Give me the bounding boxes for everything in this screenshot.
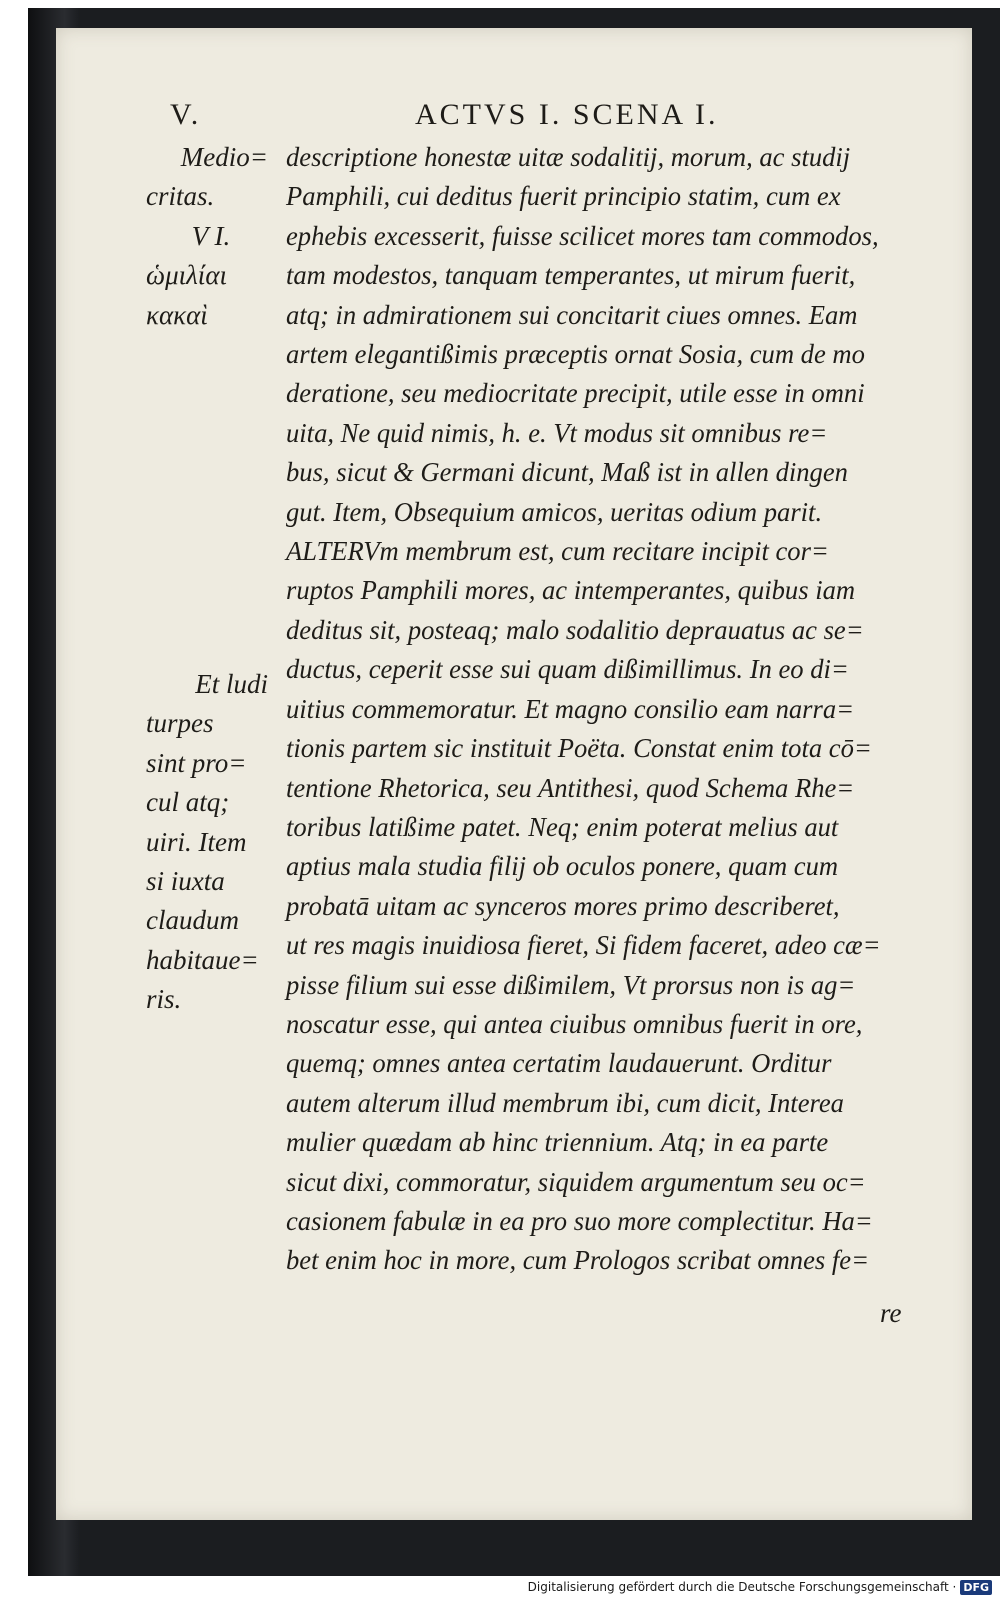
text-line: ALTERVm membrum est, cum recitare incipit cor= xyxy=(286,536,829,567)
text-line: toribus latißime patet. Neq; enim poterat melius aut xyxy=(286,811,839,842)
text-line: tam modestos, tanquam temperantes, ut mirum fuerit, xyxy=(286,260,856,291)
text-line: ut res magis inuidiosa fieret, Si fidem faceret, adeo cæ= xyxy=(286,930,881,961)
text-line: deditus sit, posteaq; malo sodalitio deprauatus ac se= xyxy=(286,614,864,645)
margin-line: Medio= xyxy=(180,142,268,172)
margin-line: sint pro= xyxy=(146,747,247,778)
text-line: bet enim hoc in more, cum Prologos scribat omnes fe= xyxy=(286,1245,870,1276)
text-line: artem elegantißimis præceptis ornat Sosia, cum de mo xyxy=(286,339,865,370)
margin-line: critas. xyxy=(146,181,215,212)
text-line: mulier quædam ab hinc triennium. Atq; in ea parte xyxy=(286,1127,829,1158)
margin-line: si iuxta xyxy=(146,866,225,897)
margin-line: V I. xyxy=(191,220,231,251)
body-text xyxy=(286,138,936,1281)
text-line: quemq; omnes antea certatim laudauerunt. Orditur xyxy=(286,1048,832,1079)
text-line: deratione, seu mediocritate precipit, utile esse in omni xyxy=(286,378,865,409)
margin-line: ris. xyxy=(146,984,182,1015)
text-line: casionem fabulæ in ea pro suo more complectitur. Ha= xyxy=(286,1205,873,1236)
text-line: bus, sicut & Germani dicunt, Maß ist in allen dingen xyxy=(286,457,848,488)
page-number: V. xyxy=(170,98,202,131)
text-line: ductus, ceperit esse sui quam dißimillimus. In eo di= xyxy=(286,654,849,685)
text-line: descriptione honestæ uitæ sodalitij, morum, ac studij xyxy=(286,142,851,172)
dfg-logo: DFG xyxy=(960,1580,992,1595)
text-line: probatā uitam ac synceros mores primo describeret, xyxy=(286,890,840,921)
text-line: ephebis excesserit, fuisse scilicet mores tam commodos, xyxy=(286,220,879,251)
margin-line: uiri. Item xyxy=(146,826,247,857)
catchword: re xyxy=(880,1298,902,1328)
text-line: aptius mala studia filij ob oculos ponere, quam cum xyxy=(286,851,839,882)
text-line: pisse filium sui esse dißimilem, Vt prorsus non is ag= xyxy=(286,969,856,1000)
text-line: sicut dixi, commoratur, siquidem argumentum seu oc= xyxy=(286,1166,866,1197)
margin-line: habitaue= xyxy=(146,944,259,975)
text-line: tionis partem sic instituit Poëta. Constat enim tota cō= xyxy=(286,733,872,764)
text-line: tentione Rhetorica, seu Antithesi, quod Schema Rhe= xyxy=(286,772,855,803)
margin-line: ὡμιλίαι xyxy=(146,260,227,291)
margin-line: cul atq; xyxy=(146,787,230,818)
text-line: uita, Ne quid nimis, h. e. Vt modus sit omnibus re= xyxy=(286,417,828,448)
text-line: autem alterum illud membrum ibi, cum dicit, Interea xyxy=(286,1087,844,1118)
text-line: uitius commemoratur. Et magno consilio eam narra= xyxy=(286,693,855,724)
footer-text: Digitalisierung gefördert durch die Deutsche Forschungsgemeinschaft · xyxy=(527,1580,957,1594)
margin-note-side xyxy=(146,665,276,1020)
margin-line: κακαὶ xyxy=(146,299,208,330)
text-line: gut. Item, Obsequium amicos, ueritas odium parit. xyxy=(286,496,823,527)
margin-note-top xyxy=(146,138,276,335)
text-line: noscatur esse, qui antea ciuibus omnibus fuerit in ore, xyxy=(286,1008,863,1039)
digitization-footer xyxy=(0,1580,1000,1602)
margin-line: claudum xyxy=(146,905,239,936)
running-title: ACTVS I. SCENA I. xyxy=(415,98,719,131)
text-line: Pamphili, cui deditus fuerit principio statim, cum ex xyxy=(286,181,841,212)
text-line: atq; in admirationem sui concitarit ciues omnes. Eam xyxy=(286,299,858,330)
text-line: ruptos Pamphili mores, ac intemperantes, quibus iam xyxy=(286,575,856,606)
margin-line: Et ludi xyxy=(195,669,268,699)
margin-line: turpes xyxy=(146,708,214,739)
